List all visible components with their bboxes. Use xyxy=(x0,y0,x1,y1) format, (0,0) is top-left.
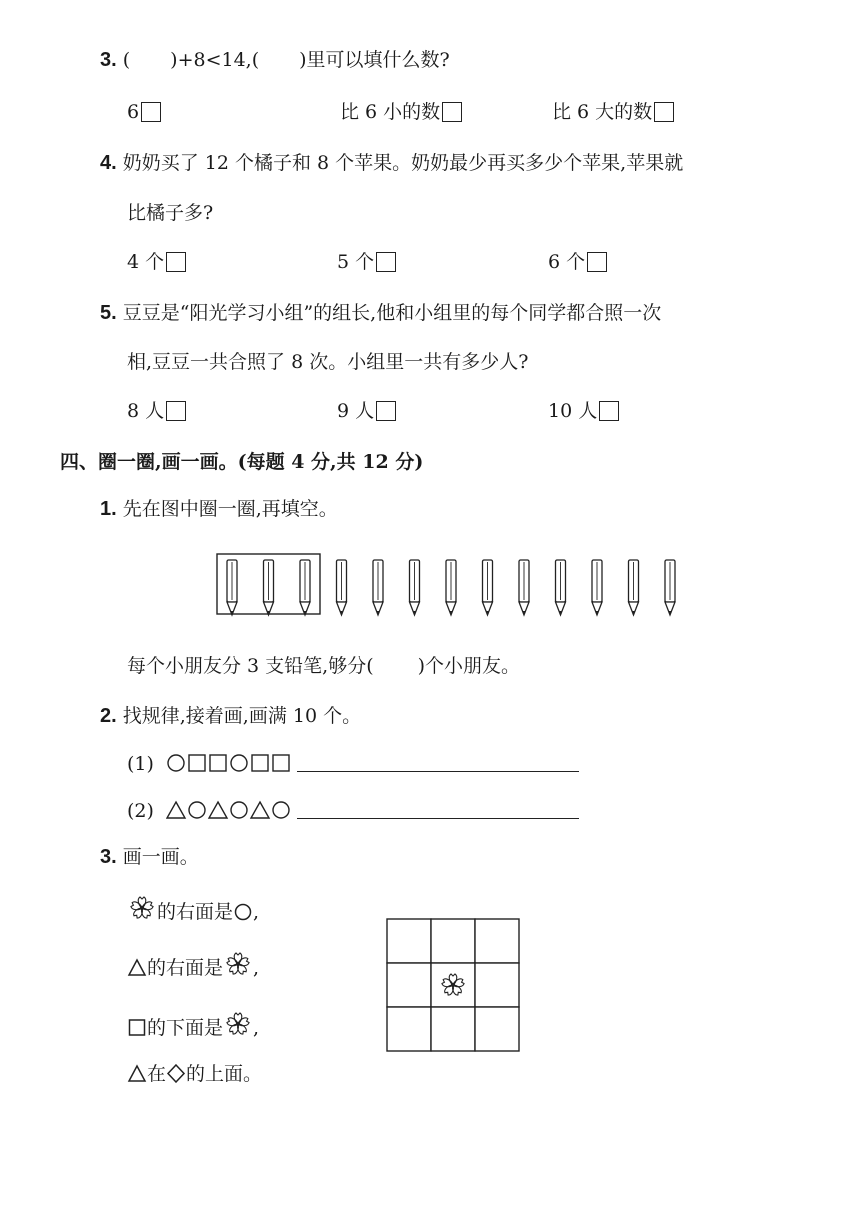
pencil-icon[interactable] xyxy=(592,560,602,615)
row-label: (2) xyxy=(127,800,154,822)
question-5 xyxy=(100,303,661,323)
pencil-icon[interactable] xyxy=(300,560,310,615)
option-label: 比 6 小的数 xyxy=(340,101,441,123)
triangle-icon xyxy=(127,1063,147,1083)
square-icon xyxy=(189,755,205,771)
answer-checkbox[interactable] xyxy=(141,102,161,122)
pencil-icon[interactable] xyxy=(446,560,456,615)
option-label: 4 个 xyxy=(127,251,165,273)
pencil-icon[interactable] xyxy=(556,560,566,615)
answer-checkbox[interactable] xyxy=(166,401,186,421)
option-4-b[interactable] xyxy=(337,252,396,272)
answer-checkbox[interactable] xyxy=(654,102,674,122)
clue-4 xyxy=(127,1063,262,1084)
flower-icon xyxy=(223,1011,253,1037)
grid-cell[interactable] xyxy=(431,1007,475,1051)
pattern-row-2 xyxy=(127,800,306,821)
question-text-a: ( xyxy=(122,49,131,71)
s4-question-1 xyxy=(100,499,338,519)
option-label: 6 个 xyxy=(548,251,586,273)
flower-icon xyxy=(223,951,253,977)
pencil-icon[interactable] xyxy=(410,560,420,615)
question-number: 4. xyxy=(100,152,117,174)
clue-text: 的上面。 xyxy=(186,1063,263,1085)
grid-cell[interactable] xyxy=(431,919,475,963)
question-5-line2: 相,豆豆一共合照了 8 次。小组里一共有多少人? xyxy=(127,351,529,373)
clue-text: 在 xyxy=(147,1063,167,1085)
clue-2 xyxy=(127,951,259,978)
section-4-title: 四、圈一圈,画一画。(每题 4 分,共 12 分) xyxy=(60,451,424,473)
clue-end: , xyxy=(253,1017,260,1039)
question-text-b: )+8<14,( xyxy=(170,49,260,71)
pencil-icon[interactable] xyxy=(227,560,237,615)
option-4-c[interactable] xyxy=(548,252,607,272)
option-label: 10 人 xyxy=(548,400,598,422)
drawing-grid[interactable] xyxy=(385,917,521,1053)
option-4-a[interactable] xyxy=(127,252,186,272)
option-3-b[interactable] xyxy=(340,102,462,122)
grid-cell[interactable] xyxy=(387,919,431,963)
clue-end: , xyxy=(253,901,260,923)
pencil-icon[interactable] xyxy=(629,560,639,615)
s4-question-3 xyxy=(100,847,199,867)
circle-icon xyxy=(233,901,253,921)
triangle-icon xyxy=(251,802,269,818)
square-icon xyxy=(127,1017,147,1037)
answer-checkbox[interactable] xyxy=(587,252,607,272)
question-text-line1: 豆豆是“阳光学习小组”的组长,他和小组里的每个同学都合照一次 xyxy=(122,302,662,324)
option-label: 9 人 xyxy=(337,400,375,422)
option-label: 5 个 xyxy=(337,251,375,273)
answer-checkbox[interactable] xyxy=(376,401,396,421)
clue-end: , xyxy=(253,957,260,979)
option-label: 6 xyxy=(127,101,140,123)
question-4 xyxy=(100,153,683,173)
answer-line-2[interactable] xyxy=(297,818,579,819)
triangle-icon xyxy=(127,957,147,977)
pattern-shapes-row-2 xyxy=(166,800,306,820)
question-text: 先在图中圈一圈,再填空。 xyxy=(122,498,338,520)
question-text: 画一画。 xyxy=(122,846,199,868)
question-text: 找规律,接着画,画满 10 个。 xyxy=(122,705,362,727)
question-text-c: )里可以填什么数? xyxy=(299,49,450,71)
answer-checkbox[interactable] xyxy=(376,252,396,272)
clue-3 xyxy=(127,1011,259,1038)
grid-cell[interactable] xyxy=(475,919,519,963)
s4-question-2 xyxy=(100,706,361,726)
row-label: (1) xyxy=(127,753,154,775)
pattern-row-1 xyxy=(127,753,306,774)
option-label: 比 6 大的数 xyxy=(552,101,653,123)
pencil-icon[interactable] xyxy=(264,560,274,615)
fill-text-b: )个小朋友。 xyxy=(417,655,521,677)
pencil-figure[interactable] xyxy=(212,552,692,624)
circle-icon xyxy=(231,802,247,818)
square-icon xyxy=(210,755,226,771)
circle-icon xyxy=(231,755,247,771)
answer-checkbox[interactable] xyxy=(599,401,619,421)
option-3-a[interactable] xyxy=(127,102,161,122)
question-text-line1: 奶奶买了 12 个橘子和 8 个苹果。奶奶最少再买多少个苹果,苹果就 xyxy=(122,152,684,174)
fill-text-a: 每个小朋友分 3 支铅笔,够分( xyxy=(127,655,374,677)
grid-cell[interactable] xyxy=(387,1007,431,1051)
triangle-icon xyxy=(209,802,227,818)
pencil-icon[interactable] xyxy=(483,560,493,615)
clue-text: 的下面是 xyxy=(147,1017,224,1039)
square-icon xyxy=(252,755,268,771)
pencil-icon[interactable] xyxy=(373,560,383,615)
question-number: 2. xyxy=(100,705,117,727)
flower-icon xyxy=(127,895,157,921)
question-number: 5. xyxy=(100,302,117,324)
triangle-icon xyxy=(167,802,185,818)
question-3 xyxy=(100,50,450,70)
pencil-icon[interactable] xyxy=(519,560,529,615)
grid-cell[interactable] xyxy=(475,963,519,1007)
clue-1 xyxy=(127,895,259,922)
circle-icon xyxy=(168,755,184,771)
circle-icon xyxy=(273,802,289,818)
diamond-icon xyxy=(166,1063,186,1083)
option-5-a[interactable] xyxy=(127,401,186,421)
option-3-c[interactable] xyxy=(552,102,674,122)
s4-question-1-fill xyxy=(127,657,520,676)
option-label: 8 人 xyxy=(127,400,165,422)
grid-cell[interactable] xyxy=(387,963,431,1007)
grid-cell[interactable] xyxy=(475,1007,519,1051)
question-number: 1. xyxy=(100,498,117,520)
answer-checkbox[interactable] xyxy=(166,252,186,272)
option-5-c[interactable] xyxy=(548,401,619,421)
option-5-b[interactable] xyxy=(337,401,396,421)
pencil-icon[interactable] xyxy=(665,560,675,615)
answer-checkbox[interactable] xyxy=(442,102,462,122)
answer-line-1[interactable] xyxy=(297,771,579,772)
question-4-line2: 比橘子多? xyxy=(127,202,214,224)
pattern-shapes-row-1 xyxy=(166,753,306,773)
square-icon xyxy=(273,755,289,771)
clue-text: 的右面是 xyxy=(147,957,224,979)
question-number: 3. xyxy=(100,49,117,71)
question-number: 3. xyxy=(100,846,117,868)
circle-icon xyxy=(189,802,205,818)
pencil-icon[interactable] xyxy=(337,560,347,615)
clue-text: 的右面是 xyxy=(157,901,234,923)
